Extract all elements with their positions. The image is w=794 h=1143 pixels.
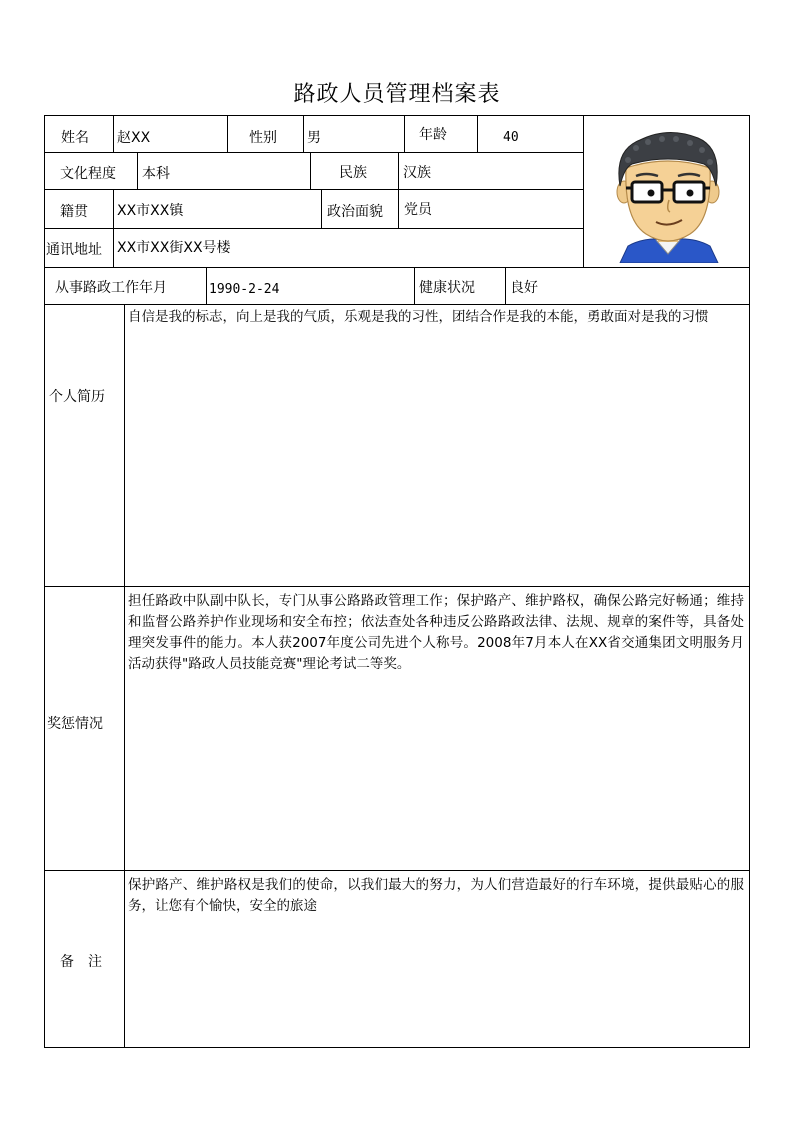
resume-label: 个人简历 <box>49 389 105 405</box>
name-value: 赵XX <box>117 130 151 146</box>
row-divider <box>44 189 584 190</box>
health-label: 健康状况 <box>419 280 475 296</box>
origin-label: 籍贯 <box>60 204 88 220</box>
remarks-label: 备 注 <box>60 954 102 970</box>
age-label: 年龄 <box>419 127 447 143</box>
col-divider <box>137 152 138 190</box>
col-divider <box>398 152 399 190</box>
row-divider <box>44 267 750 268</box>
resume-text: 自信是我的标志，向上是我的气质，乐观是我的习性，团结合作是我的本能，勇敢面对是我的习惯 <box>128 309 709 325</box>
origin-value: XX市XX镇 <box>117 203 184 219</box>
education-value: 本科 <box>142 166 170 182</box>
awards-text: 担任路政中队副中队长，专门从事公路路政管理工作；保护路产、维护路权，确保公路完好畅通；维持和监督公路养护作业现场和安全布控；依法查处各种违反公路路政法律、法规、规章的案件等，具备处理突发事件的能力。本人获2007年度公司先进个人称号。2008年7月本人在XX省交通集团文明服务月活动获得"路政人员技能竞赛"理论考试二等奖。 <box>128 593 744 672</box>
col-divider <box>303 115 304 153</box>
table-border-top <box>44 115 750 116</box>
table-border-right <box>749 115 750 1048</box>
col-divider <box>227 115 228 153</box>
col-divider <box>404 115 405 153</box>
address-value: XX市XX街XX号楼 <box>117 240 231 256</box>
table-border-bottom <box>44 1047 750 1048</box>
health-value: 良好 <box>510 280 538 296</box>
col-divider <box>310 152 311 190</box>
col-divider <box>113 189 114 229</box>
col-divider <box>206 267 207 305</box>
page-title: 路政人员管理档案表 <box>293 82 501 107</box>
table-border-left <box>44 115 45 1048</box>
ethnicity-value: 汉族 <box>403 165 431 181</box>
gender-value: 男 <box>307 130 321 146</box>
avatar-cartoon-man-icon <box>606 128 731 263</box>
col-divider <box>505 267 506 305</box>
address-label: 通讯地址 <box>46 242 102 258</box>
col-divider <box>398 189 399 229</box>
col-divider <box>414 267 415 305</box>
ethnicity-label: 民族 <box>339 165 367 181</box>
political-value: 党员 <box>404 202 432 218</box>
remarks-text: 保护路产、维护路权是我们的使命，以我们最大的努力，为人们营造最好的行车环境，提供最贴心的服务，让您有个愉快，安全的旅途 <box>128 877 744 914</box>
start-date-value: 1990-2-24 <box>209 282 280 297</box>
education-label: 文化程度 <box>60 166 116 182</box>
col-divider <box>124 304 125 1048</box>
age-value: 40 <box>503 130 519 145</box>
photo-border-left <box>583 115 584 268</box>
political-label: 政治面貌 <box>327 204 383 220</box>
col-divider <box>477 115 478 153</box>
col-divider <box>321 189 322 229</box>
photo-frame <box>606 128 731 263</box>
row-divider <box>44 152 584 153</box>
name-label: 姓名 <box>61 130 89 146</box>
awards-label: 奖惩情况 <box>47 716 103 732</box>
row-divider <box>44 228 584 229</box>
gender-label: 性别 <box>249 130 277 146</box>
col-divider <box>113 115 114 153</box>
row-divider <box>44 870 750 871</box>
col-divider <box>113 228 114 268</box>
row-divider <box>44 586 750 587</box>
row-divider <box>44 304 750 305</box>
start-date-label: 从事路政工作年月 <box>55 280 167 296</box>
